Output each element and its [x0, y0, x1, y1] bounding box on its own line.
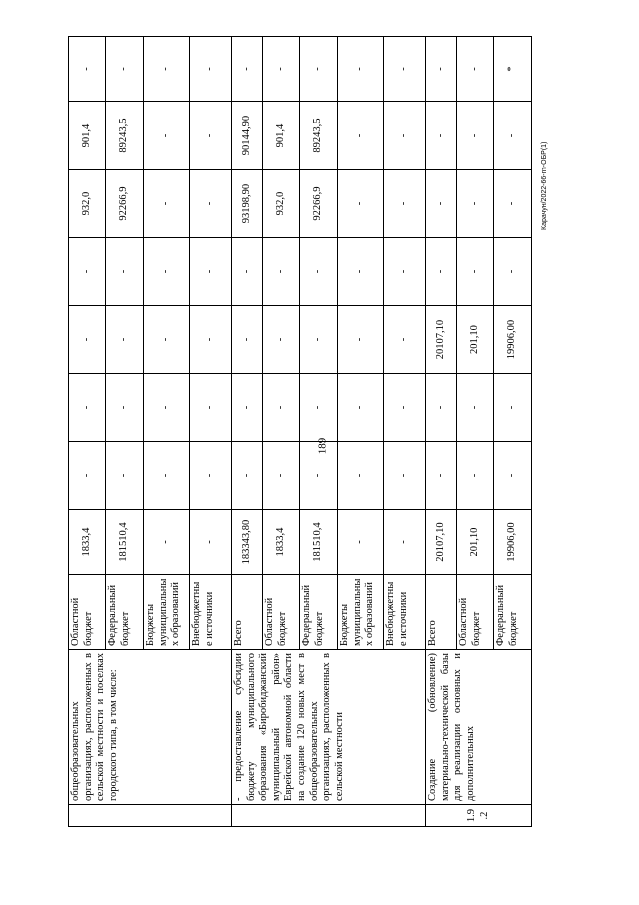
funding-source: Внебюджетные источники — [190, 575, 232, 650]
amount-cell: - — [426, 442, 457, 510]
table-row — [426, 37, 457, 827]
amount-cell: - — [232, 37, 263, 102]
amount-cell: - — [337, 37, 383, 102]
amount-cell: 932,0 — [69, 170, 106, 238]
amount-cell: 1833,4 — [69, 510, 106, 575]
budget-table-rotated — [68, 37, 532, 827]
funding-source: Внебюджетные источники — [384, 575, 426, 650]
amount-cell: - — [456, 37, 493, 102]
funding-source: Бюджеты муниципальных образований — [337, 575, 383, 650]
amount-cell: - — [384, 37, 426, 102]
amount-cell: - — [69, 442, 106, 510]
amount-cell: 201,10 — [456, 306, 493, 374]
amount-cell: - — [337, 442, 383, 510]
amount-cell: - — [384, 442, 426, 510]
table-row — [232, 37, 263, 827]
amount-cell: - — [232, 306, 263, 374]
amount-cell: - — [232, 374, 263, 442]
amount-cell: - — [143, 442, 189, 510]
amount-cell: - — [426, 102, 457, 170]
amount-cell: - — [143, 306, 189, 374]
amount-cell: 181510,4 — [300, 510, 337, 575]
budget-table — [68, 36, 532, 827]
funding-source: Областной бюджет — [262, 575, 299, 650]
funding-source: Всего — [426, 575, 457, 650]
amount-cell: 1833,4 — [262, 510, 299, 575]
amount-cell: - — [384, 510, 426, 575]
amount-cell: - — [384, 238, 426, 306]
amount-cell: - — [106, 37, 143, 102]
amount-cell: - — [190, 37, 232, 102]
amount-cell: - — [106, 306, 143, 374]
funding-source: Областной бюджет — [456, 575, 493, 650]
amount-cell: - — [300, 37, 337, 102]
amount-cell: - — [69, 238, 106, 306]
amount-cell: - — [143, 37, 189, 102]
amount-cell: 181510,4 — [106, 510, 143, 575]
amount-cell: 92266,9 — [300, 170, 337, 238]
amount-cell: 901,4 — [262, 102, 299, 170]
amount-cell: - — [300, 306, 337, 374]
funding-source: Федеральный бюджет — [300, 575, 337, 650]
amount-cell: - — [190, 374, 232, 442]
amount-cell: - — [494, 238, 532, 306]
amount-cell: - — [494, 102, 532, 170]
amount-cell: - — [143, 510, 189, 575]
amount-cell: - — [384, 306, 426, 374]
amount-cell: - — [190, 102, 232, 170]
row-number: 1.9.2 — [426, 805, 532, 827]
amount-cell: - — [143, 170, 189, 238]
amount-cell: - — [337, 374, 383, 442]
page-number: 189 — [316, 437, 329, 455]
amount-cell: - — [337, 102, 383, 170]
amount-cell: 20107,10 — [426, 510, 457, 575]
amount-cell: - — [300, 374, 337, 442]
amount-cell: 932,0 — [262, 170, 299, 238]
amount-cell: 90144,90 — [232, 102, 263, 170]
amount-cell: - — [494, 374, 532, 442]
funding-source: Областной бюджет — [69, 575, 106, 650]
amount-cell: - — [384, 170, 426, 238]
amount-cell: - — [190, 170, 232, 238]
amount-cell: - — [190, 510, 232, 575]
amount-cell: - — [494, 442, 532, 510]
amount-cell: 201,10 — [456, 510, 493, 575]
amount-cell: - — [143, 102, 189, 170]
amount-cell: - — [190, 238, 232, 306]
measure-name: Создание (обновление) материально-технической базы для реализации основных и дополнительных — [426, 650, 532, 805]
row-number — [69, 805, 232, 827]
amount-cell: - — [262, 306, 299, 374]
amount-cell: - — [69, 37, 106, 102]
amount-cell: - — [384, 102, 426, 170]
amount-cell: 19906,00 — [494, 306, 532, 374]
amount-cell: - — [262, 442, 299, 510]
funding-source: Бюджеты муниципальных образований — [143, 575, 189, 650]
measure-name: - предоставление субсидии бюджету муниципального образования «Биробиджанский муниципальный район» Еврейской автономной области на создание 120 новых мест в общеобразовательных организациях, расположенных в сельской местности — [232, 650, 426, 805]
amount-cell: - — [384, 374, 426, 442]
amount-cell: - — [337, 170, 383, 238]
measure-name: общеобразовательных организациях, расположенных в сельской местности и поселках городского типа, в том числе: — [69, 650, 232, 805]
amount-cell: - — [337, 238, 383, 306]
amount-cell: - — [232, 442, 263, 510]
amount-cell: - — [426, 374, 457, 442]
document-code: Карачун/2022-66-rn-ОБР(1) — [541, 141, 548, 230]
amount-cell: * — [494, 37, 532, 102]
amount-cell: 19906,00 — [494, 510, 532, 575]
amount-cell: 93198,90 — [232, 170, 263, 238]
table-body — [69, 37, 532, 827]
amount-cell: - — [143, 374, 189, 442]
table-row — [69, 37, 106, 827]
funding-source: Всего — [232, 575, 263, 650]
amount-cell: - — [456, 102, 493, 170]
amount-cell: - — [262, 374, 299, 442]
amount-cell: - — [456, 374, 493, 442]
amount-cell: 901,4 — [69, 102, 106, 170]
amount-cell: 89243,5 — [106, 102, 143, 170]
amount-cell: - — [190, 442, 232, 510]
amount-cell: - — [143, 238, 189, 306]
amount-cell: - — [69, 374, 106, 442]
row-number — [232, 805, 426, 827]
amount-cell: - — [426, 238, 457, 306]
amount-cell: - — [106, 374, 143, 442]
amount-cell: 92266,9 — [106, 170, 143, 238]
amount-cell: - — [456, 442, 493, 510]
amount-cell: 183343,80 — [232, 510, 263, 575]
amount-cell: - — [106, 238, 143, 306]
amount-cell: - — [262, 37, 299, 102]
amount-cell: - — [300, 442, 337, 510]
amount-cell: - — [300, 238, 337, 306]
amount-cell: - — [456, 170, 493, 238]
amount-cell: - — [337, 510, 383, 575]
amount-cell: - — [426, 170, 457, 238]
amount-cell: - — [337, 306, 383, 374]
funding-source: Федеральный бюджет — [494, 575, 532, 650]
amount-cell: - — [426, 37, 457, 102]
amount-cell: - — [69, 306, 106, 374]
amount-cell: - — [262, 238, 299, 306]
amount-cell: - — [106, 442, 143, 510]
amount-cell: - — [190, 306, 232, 374]
amount-cell: 89243,5 — [300, 102, 337, 170]
funding-source: Федеральный бюджет — [106, 575, 143, 650]
amount-cell: - — [232, 238, 263, 306]
amount-cell: - — [494, 170, 532, 238]
amount-cell: - — [456, 238, 493, 306]
amount-cell: 20107,10 — [426, 306, 457, 374]
